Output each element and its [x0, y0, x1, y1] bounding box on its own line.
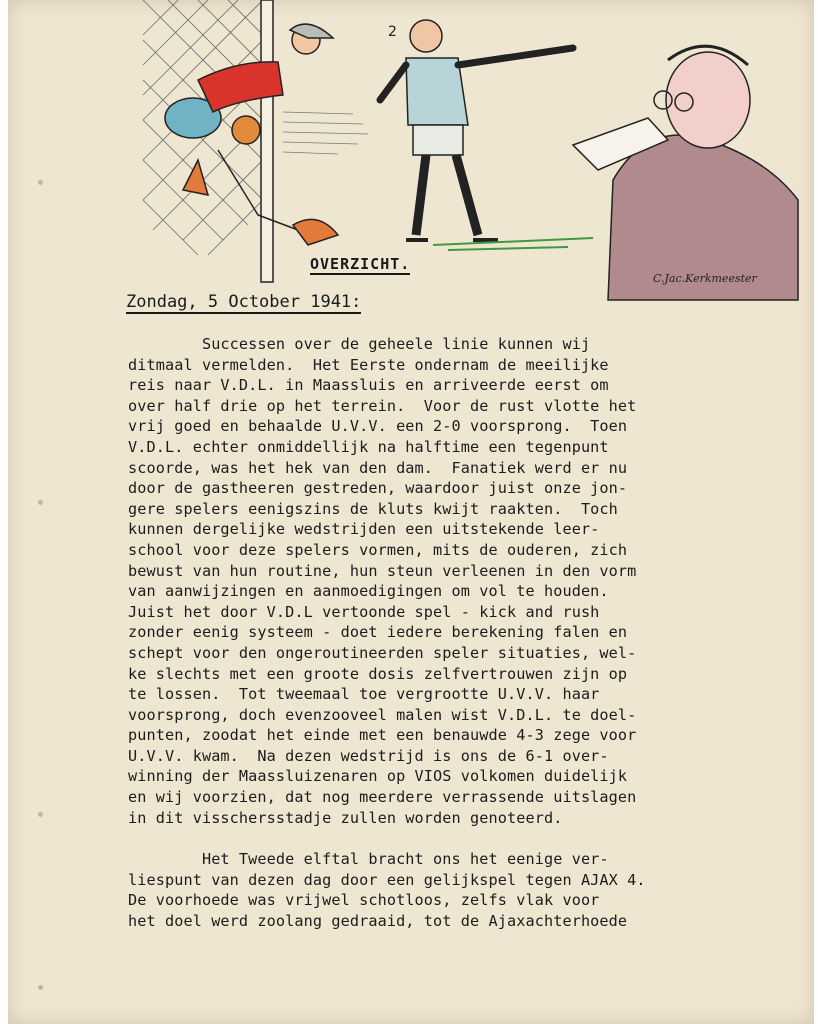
text-line: over half drie op het terrein. Voor de rust vlotte het	[128, 396, 637, 415]
goal-post	[261, 0, 273, 282]
motion-lines	[283, 112, 368, 154]
text-line: en wij voorzien, dat nog meerdere verrassende uitslagen	[128, 788, 637, 807]
text-line: te lossen. Tot tweemaal toe vergrootte U.V.V. haar	[128, 685, 600, 704]
text-line: Het Tweede elftal bracht ons het eenige ver-	[128, 850, 609, 869]
text-line: Successen over de geheele linie kunnen wij	[128, 335, 591, 353]
reporter-figure	[573, 46, 798, 300]
text-line: U.V.V. kwam. Na dezen wedstrijd is ons de 6-1 over-	[128, 746, 609, 765]
text-line: ditmaal vermelden. Het Eerste ondernam de meeilijke	[128, 355, 609, 374]
text-line: Juist het door V.D.L vertoonde spel - kick and rush	[128, 602, 600, 621]
text-line: reis naar V.D.L. in Maassluis en arriveerde eerst om	[128, 376, 609, 395]
text-line: liespunt van dezen dag door een gelijkspel tegen AJAX 4.	[128, 870, 646, 889]
text-line: voorsprong, doch evenzooveel malen wist V.D.L. te doel-	[128, 705, 637, 724]
cartoon-illustration	[8, 0, 814, 305]
text-line: bewust van hun routine, hun steun verleenen in den vorm	[128, 561, 637, 580]
text-line: zonder eenig systeem - doet iedere berekening falen en	[128, 623, 628, 642]
text-line: van aanwijzingen en aanmoedigingen om vol te houden.	[128, 582, 609, 601]
text-line: gere spelers eenigszins de kluts kwijt raakten. Toch	[128, 499, 618, 518]
dateline: Zondag, 5 October 1941:	[126, 292, 362, 312]
text-line: kunnen dergelijke wedstrijden een uitstekende leer-	[128, 520, 600, 539]
document-page	[8, 0, 814, 1024]
article-body	[128, 334, 808, 932]
text-line: het doel werd zoolang gedraaid, tot de Ajaxachterhoede	[128, 912, 628, 931]
grass	[433, 238, 593, 250]
text-line: De voorhoede was vrijwel schotloos, zelfs vlak voor	[128, 891, 600, 910]
referee-figure	[380, 20, 573, 240]
text-line: in dit visschersstadje zullen worden genoteerd.	[128, 808, 563, 827]
referee-number: 2	[388, 24, 397, 40]
text-line: school voor deze spelers vormen, mits de ouderen, zich	[128, 540, 628, 559]
text-line: winning der Maassluizenaren op VIOS volkomen duidelijk	[128, 767, 628, 786]
text-line: schept voor den ongeroutineerden speler situaties, wel-	[128, 643, 637, 662]
text-line: scoorde, was het hek van den dam. Fanatiek werd er nu	[128, 458, 628, 477]
text-line: ke slechts met een groote dosis zelfvertrouwen zijn op	[128, 664, 628, 683]
artist-signature: C.Jac.Kerkmeester	[653, 272, 757, 285]
text-line: vrij goed en behaalde U.V.V. een 2-0 voorsprong. Toen	[128, 417, 628, 436]
text-line: door de gastheeren gestreden, waardoor juist onze jon-	[128, 479, 628, 498]
text-line: punten, zoodat het einde met een benauwde 4-3 zege voor	[128, 726, 637, 745]
text-line: V.D.L. echter onmiddellijk na halftime een tegenpunt	[128, 437, 609, 456]
paragraph-gap	[128, 828, 808, 849]
page-heading: OVERZICHT.	[310, 255, 411, 273]
